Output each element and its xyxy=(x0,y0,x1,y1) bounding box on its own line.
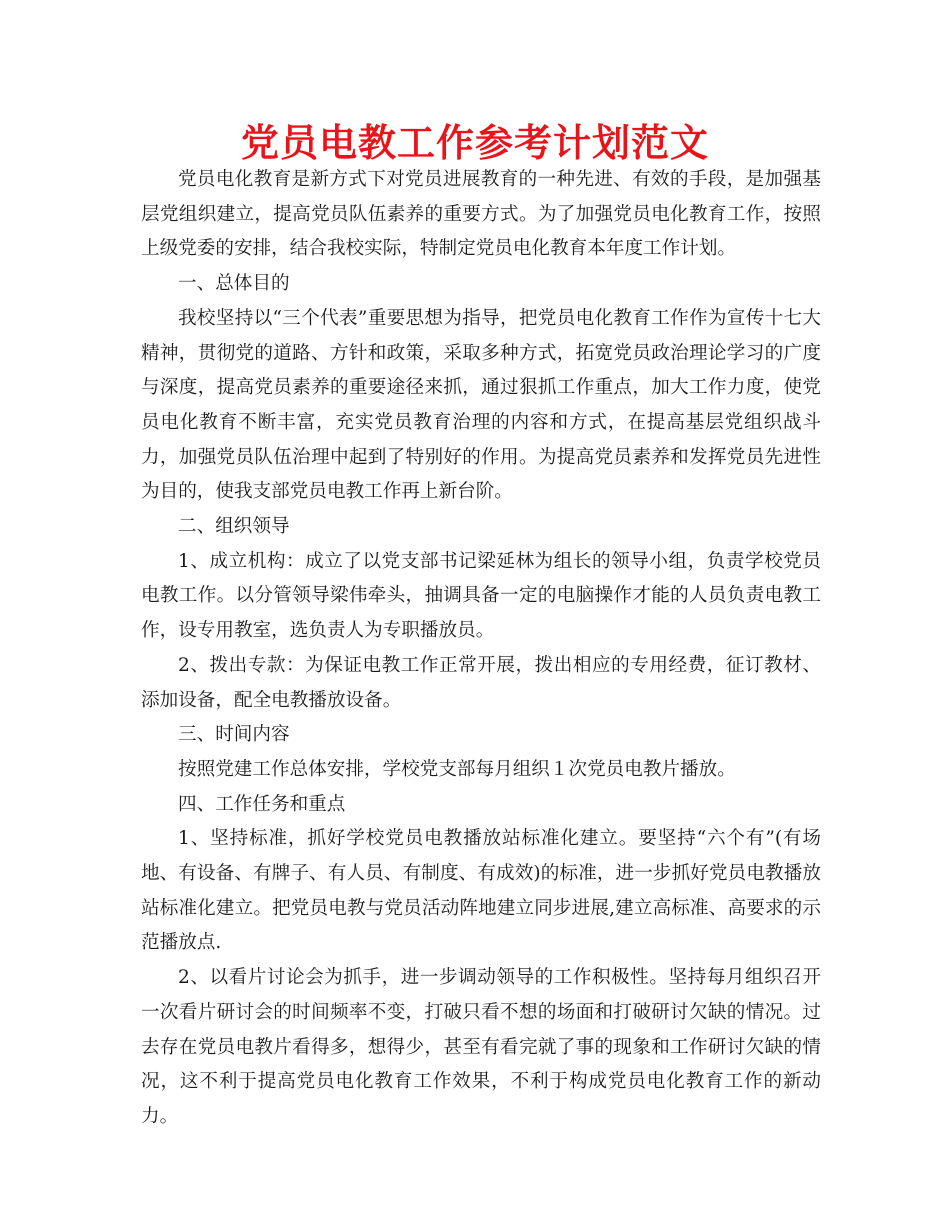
paragraph-task-standards: 1、坚持标准，抓好学校党员电教播放站标准化建立。要坚持“六个有”(有场地、有设备、有牌子、有人员、有制度、有成效)的标准，进一步抓好党员电教播放站标准化建立。把党员电教与党员活动阵地建立同步进展,建立高标准、高要求的示范播放点. xyxy=(141,828,821,954)
section-heading-overall-goal: 一、总体目的 xyxy=(178,273,290,295)
paragraph-overall-goal: 我校坚持以“三个代表”重要思想为指导，把党员电化教育工作作为宣传十七大精神，贯彻党的道路、方针和政策，采取多种方式，拓宽党员政治理论学习的广度与深度，提高党员素养的重要途径来抓，通过狠抓工作重点，加大工作力度，使党员电化教育不断丰富，充实党员教育治理的内容和方式，在提高基层党组织战斗力，加强党员队伍治理中起到了特别好的作用。为提高党员素养和发挥党员先进性为目的，使我支部党员电教工作再上新台阶。 xyxy=(141,307,821,503)
paragraph-schedule: 按照党建工作总体安排，学校党支部每月组织１次党员电教片播放。 xyxy=(178,758,736,780)
section-heading-organization: 二、组织领导 xyxy=(178,516,290,538)
document-body xyxy=(141,163,821,1135)
paragraph-establish-body: 1、成立机构：成立了以党支部书记梁延林为组长的领导小组，负责学校党员电教工作。以分管领导梁伟牵头，抽调具备一定的电脑操作才能的人员负责电教工作，设专用教室，选负责人为专职播放员。 xyxy=(141,550,821,642)
paragraph-intro: 党员电化教育是新方式下对党员进展教育的一种先进、有效的手段，是加强基层党组织建立，提高党员队伍素养的重要方式。为了加强党员电化教育工作，按照上级党委的安排，结合我校实际，特制定党员电化教育本年度工作计划。 xyxy=(141,169,821,260)
paragraph-allocate-funds: 2、拨出专款：为保证电教工作正常开展，拨出相应的专用经费，征订教材、添加设备，配全电教播放设备。 xyxy=(141,654,821,711)
section-heading-schedule: 三、时间内容 xyxy=(178,724,290,746)
document-title: 党员电教工作参考计划范文 xyxy=(240,121,709,165)
paragraph-task-discussion: 2、以看片讨论会为抓手，进一步调动领导的工作积极性。坚持每月组织召开一次看片研讨会的时间频率不变，打破只看不想的场面和打破研讨欠缺的情况。过去存在党员电教片看得多，想得少，甚至有看完就了事的现象和工作研讨欠缺的情况，这不利于提高党员电化教育工作效果，不利于构成党员电化教育工作的新动力。 xyxy=(141,967,821,1127)
section-heading-tasks: 四、工作任务和重点 xyxy=(178,793,346,815)
